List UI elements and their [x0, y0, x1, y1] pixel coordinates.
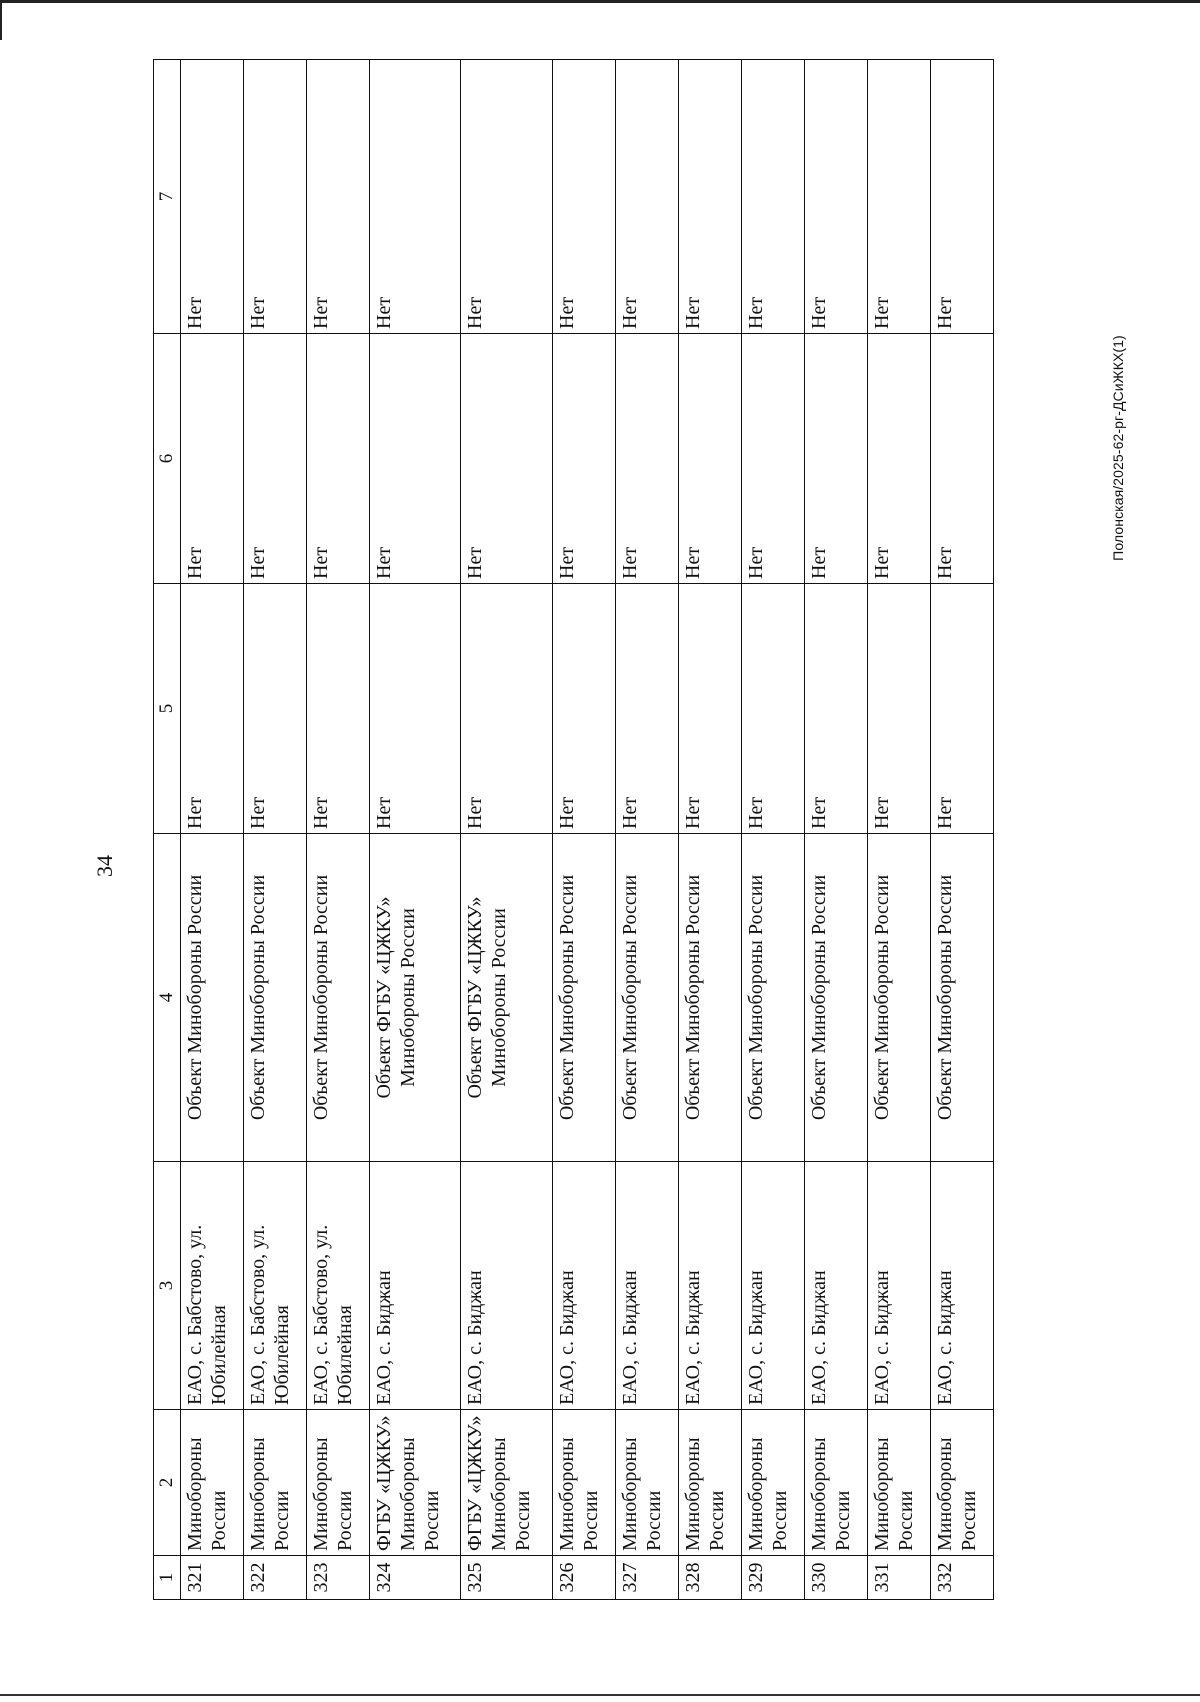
- address-cell: ЕАО, с. Бабстово, ул. Юбилейная: [243, 1162, 306, 1410]
- owner-cell: Минобороны России: [552, 1410, 615, 1556]
- col5-cell: Нет: [181, 584, 244, 834]
- address-cell: ЕАО, с. Биджан: [930, 1162, 993, 1410]
- col5-cell: Нет: [306, 584, 369, 834]
- object-type-cell: Объект Минобороны России: [678, 834, 741, 1162]
- header-col-7: 7: [154, 60, 181, 334]
- object-type-cell: Объект Минобороны России: [243, 834, 306, 1162]
- col7-cell: Нет: [615, 60, 678, 334]
- object-type-cell: Объект Минобороны России: [552, 834, 615, 1162]
- table-row: [181, 60, 244, 1600]
- table-row: [804, 60, 867, 1600]
- col6-cell: Нет: [306, 334, 369, 584]
- col6-cell: Нет: [243, 334, 306, 584]
- owner-cell: Минобороны России: [741, 1410, 804, 1556]
- row-number: 322: [243, 1556, 306, 1600]
- col7-cell: Нет: [461, 60, 553, 334]
- table-row: [930, 60, 993, 1600]
- col6-cell: Нет: [804, 334, 867, 584]
- rotated-table-container: [153, 60, 994, 1600]
- page-number: 34: [92, 855, 117, 877]
- col6-cell: Нет: [867, 334, 930, 584]
- header-col-3: 3: [154, 1162, 181, 1410]
- scan-edge-bottom: [0, 1694, 1200, 1696]
- header-col-1: 1: [154, 1556, 181, 1600]
- col7-cell: Нет: [306, 60, 369, 334]
- address-cell: ЕАО, с. Биджан: [741, 1162, 804, 1410]
- col6-cell: Нет: [181, 334, 244, 584]
- owner-cell: Минобороны России: [181, 1410, 244, 1556]
- col5-cell: Нет: [369, 584, 461, 834]
- table-row: [678, 60, 741, 1600]
- owner-cell: Минобороны России: [930, 1410, 993, 1556]
- address-cell: ЕАО, с. Биджан: [615, 1162, 678, 1410]
- col6-cell: Нет: [461, 334, 553, 584]
- table-row: [741, 60, 804, 1600]
- document-reference: Полонская/2025-62-рг-ДСиЖКХ(1): [1110, 335, 1126, 561]
- col5-cell: Нет: [930, 584, 993, 834]
- col7-cell: Нет: [369, 60, 461, 334]
- owner-cell: Минобороны России: [804, 1410, 867, 1556]
- row-number: 321: [181, 1556, 244, 1600]
- header-col-2: 2: [154, 1410, 181, 1556]
- row-number: 325: [461, 1556, 553, 1600]
- object-type-cell: Объект Минобороны России: [804, 834, 867, 1162]
- col6-cell: Нет: [615, 334, 678, 584]
- col5-cell: Нет: [615, 584, 678, 834]
- col5-cell: Нет: [867, 584, 930, 834]
- table-row: [867, 60, 930, 1600]
- header-col-6: 6: [154, 334, 181, 584]
- owner-cell: ФГБУ «ЦЖКУ» Минобороны России: [369, 1410, 461, 1556]
- col7-cell: Нет: [741, 60, 804, 334]
- owner-cell: Минобороны России: [678, 1410, 741, 1556]
- address-cell: ЕАО, с. Биджан: [678, 1162, 741, 1410]
- col6-cell: Нет: [930, 334, 993, 584]
- col7-cell: Нет: [678, 60, 741, 334]
- object-type-cell: Объект ФГБУ «ЦЖКУ» Минобороны России: [461, 834, 553, 1162]
- col7-cell: Нет: [930, 60, 993, 334]
- scan-edge-left: [0, 0, 2, 40]
- owner-cell: Минобороны России: [615, 1410, 678, 1556]
- table-header-row: [154, 60, 181, 1600]
- table-row: [461, 60, 553, 1600]
- data-table: [153, 59, 994, 1600]
- col6-cell: Нет: [741, 334, 804, 584]
- col7-cell: Нет: [867, 60, 930, 334]
- col7-cell: Нет: [804, 60, 867, 334]
- address-cell: ЕАО, с. Биджан: [369, 1162, 461, 1410]
- table-row: [306, 60, 369, 1600]
- object-type-cell: Объект Минобороны России: [615, 834, 678, 1162]
- col6-cell: Нет: [678, 334, 741, 584]
- row-number: 332: [930, 1556, 993, 1600]
- col6-cell: Нет: [552, 334, 615, 584]
- table-row: [369, 60, 461, 1600]
- address-cell: ЕАО, с. Бабстово, ул. Юбилейная: [306, 1162, 369, 1410]
- col7-cell: Нет: [181, 60, 244, 334]
- address-cell: ЕАО, с. Биджан: [867, 1162, 930, 1410]
- table-row: [552, 60, 615, 1600]
- col7-cell: Нет: [552, 60, 615, 334]
- address-cell: ЕАО, с. Бабстово, ул. Юбилейная: [181, 1162, 244, 1410]
- row-number: 331: [867, 1556, 930, 1600]
- row-number: 327: [615, 1556, 678, 1600]
- object-type-cell: Объект ФГБУ «ЦЖКУ» Минобороны России: [369, 834, 461, 1162]
- row-number: 330: [804, 1556, 867, 1600]
- col5-cell: Нет: [804, 584, 867, 834]
- col6-cell: Нет: [369, 334, 461, 584]
- col5-cell: Нет: [678, 584, 741, 834]
- object-type-cell: Объект Минобороны России: [181, 834, 244, 1162]
- col5-cell: Нет: [461, 584, 553, 834]
- owner-cell: Минобороны России: [867, 1410, 930, 1556]
- col7-cell: Нет: [243, 60, 306, 334]
- row-number: 328: [678, 1556, 741, 1600]
- object-type-cell: Объект Минобороны России: [867, 834, 930, 1162]
- owner-cell: Минобороны России: [306, 1410, 369, 1556]
- row-number: 329: [741, 1556, 804, 1600]
- row-number: 326: [552, 1556, 615, 1600]
- header-col-4: 4: [154, 834, 181, 1162]
- col5-cell: Нет: [741, 584, 804, 834]
- address-cell: ЕАО, с. Биджан: [552, 1162, 615, 1410]
- address-cell: ЕАО, с. Биджан: [804, 1162, 867, 1410]
- object-type-cell: Объект Минобороны России: [930, 834, 993, 1162]
- owner-cell: Минобороны России: [243, 1410, 306, 1556]
- row-number: 323: [306, 1556, 369, 1600]
- col5-cell: Нет: [552, 584, 615, 834]
- table-row: [615, 60, 678, 1600]
- owner-cell: ФГБУ «ЦЖКУ» Минобороны России: [461, 1410, 553, 1556]
- row-number: 324: [369, 1556, 461, 1600]
- header-col-5: 5: [154, 584, 181, 834]
- object-type-cell: Объект Минобороны России: [306, 834, 369, 1162]
- address-cell: ЕАО, с. Биджан: [461, 1162, 553, 1410]
- col5-cell: Нет: [243, 584, 306, 834]
- table-row: [243, 60, 306, 1600]
- scan-edge-top: [0, 0, 1200, 3]
- object-type-cell: Объект Минобороны России: [741, 834, 804, 1162]
